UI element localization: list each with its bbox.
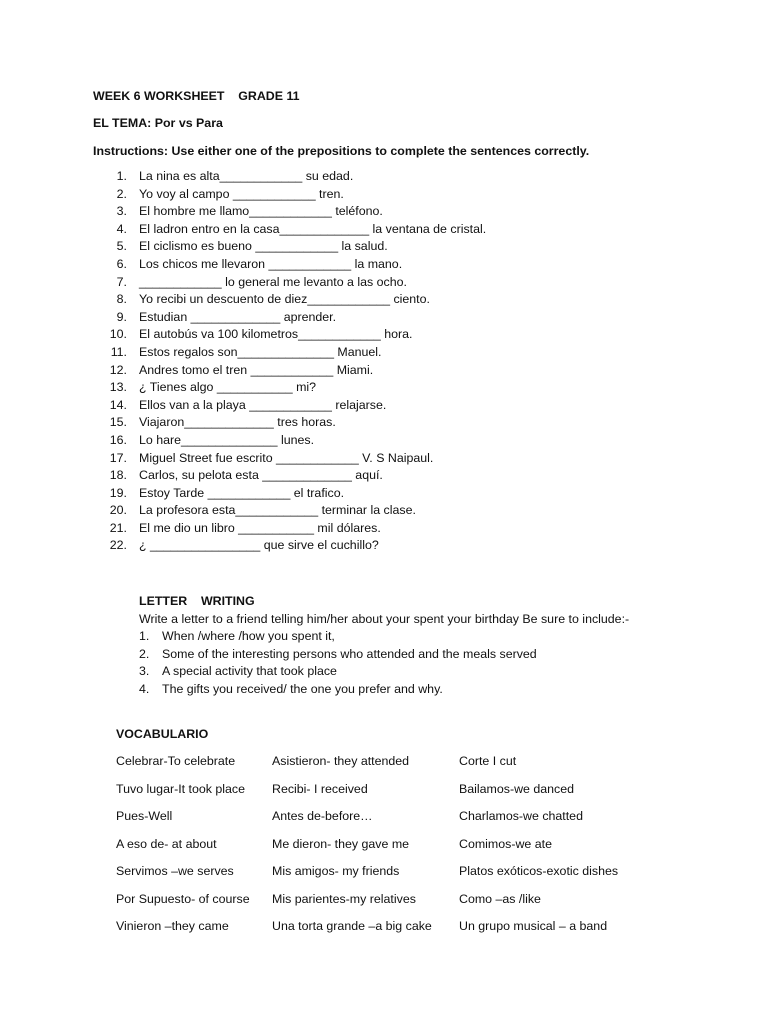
question-item bbox=[93, 291, 486, 309]
vocabulary-entry: Un grupo musical – a band bbox=[459, 919, 608, 933]
question-text: ¿ Tienes algo ___________ mi? bbox=[139, 380, 317, 395]
question-text: Los chicos me llevaron ____________ la mano. bbox=[139, 256, 403, 271]
question-item bbox=[93, 502, 486, 520]
question-item bbox=[93, 379, 486, 397]
letter-writing-number: 4. bbox=[139, 681, 150, 696]
vocabulary-row bbox=[0, 781, 768, 799]
question-item bbox=[93, 186, 486, 204]
question-item bbox=[93, 274, 486, 292]
vocabulary-row bbox=[0, 863, 768, 881]
question-number: 2. bbox=[116, 186, 127, 201]
vocabulary-entry: Me dieron- they gave me bbox=[272, 837, 410, 851]
letter-writing-text: When /where /how you spent it, bbox=[162, 629, 335, 643]
vocabulary-entry: Antes de-before… bbox=[272, 809, 373, 823]
vocabulary-entry: Platos exóticos-exotic dishes bbox=[459, 864, 619, 878]
letter-writing-title: LETTER WRITING bbox=[139, 594, 255, 608]
question-number: 14. bbox=[109, 397, 127, 412]
vocabulary-entry: Servimos –we serves bbox=[116, 864, 234, 878]
question-text: Estos regalos son______________ Manuel. bbox=[139, 344, 382, 359]
vocabulary-entry: Bailamos-we danced bbox=[459, 782, 575, 796]
question-text: El ciclismo es bueno ____________ la salud. bbox=[139, 239, 388, 254]
question-number: 16. bbox=[109, 432, 127, 447]
question-number: 7. bbox=[116, 274, 127, 289]
question-text: Yo voy al campo ____________ tren. bbox=[139, 186, 344, 201]
question-number: 20. bbox=[109, 503, 127, 518]
letter-writing-text: Some of the interesting persons who attended and the meals served bbox=[162, 646, 537, 661]
vocabulary-entry: Celebrar-To celebrate bbox=[116, 754, 236, 768]
letter-writing-number: 1. bbox=[139, 629, 150, 643]
letter-writing-number: 2. bbox=[139, 646, 150, 661]
question-text: La nina es alta____________ su edad. bbox=[139, 169, 354, 183]
vocabulary-entry: Una torta grande –a big cake bbox=[272, 919, 432, 933]
question-number: 11. bbox=[110, 344, 127, 359]
question-number: 17. bbox=[109, 450, 127, 465]
vocabulary-entry: A eso de- at about bbox=[116, 837, 217, 851]
question-number: 18. bbox=[109, 468, 127, 483]
question-text: Lo hare______________ lunes. bbox=[139, 432, 315, 447]
question-item bbox=[93, 256, 486, 274]
question-number: 6. bbox=[116, 256, 127, 271]
worksheet-topic: EL TEMA: Por vs Para bbox=[93, 116, 223, 130]
question-number: 10. bbox=[109, 327, 127, 342]
vocabulary-entry: Asistieron- they attended bbox=[272, 754, 410, 768]
vocabulary-title: VOCABULARIO bbox=[116, 727, 209, 741]
letter-writing-number: 3. bbox=[139, 664, 150, 679]
letter-writing-intro: Write a letter to a friend telling him/her about your spent your birthday Be sure to include:- bbox=[139, 612, 630, 626]
question-number: 4. bbox=[116, 221, 127, 236]
question-item bbox=[93, 450, 486, 468]
question-number: 5. bbox=[116, 239, 127, 254]
question-text: Estoy Tarde ____________ el trafico. bbox=[139, 485, 345, 500]
letter-writing-text: The gifts you received/ the one you prefer and why. bbox=[162, 681, 443, 696]
question-number: 13. bbox=[109, 380, 127, 395]
vocabulary-entry: Vinieron –they came bbox=[116, 919, 229, 933]
question-text: ¿ ________________ que sirve el cuchillo? bbox=[139, 538, 379, 553]
vocabulary-entry: Mis amigos- my friends bbox=[272, 864, 400, 878]
question-text: El hombre me llamo____________ teléfono. bbox=[139, 204, 383, 219]
vocabulary-entry: Corte I cut bbox=[459, 754, 517, 768]
vocabulary-row bbox=[0, 808, 768, 826]
worksheet-instructions: Instructions: Use either one of the prepositions to complete the sentences correctly. bbox=[93, 144, 590, 158]
vocabulary-row bbox=[0, 836, 768, 854]
question-text: El autobús va 100 kilometros____________ hora. bbox=[139, 327, 413, 342]
question-number: 8. bbox=[116, 292, 127, 307]
vocabulary-entry: Comimos-we ate bbox=[459, 837, 552, 851]
question-number: 15. bbox=[109, 415, 127, 430]
question-item bbox=[93, 238, 486, 256]
vocabulary-row bbox=[0, 918, 768, 936]
question-text: Viajaron_____________ tres horas. bbox=[139, 415, 336, 430]
question-text: El ladron entro en la casa_____________ la ventana de cristal. bbox=[139, 221, 487, 236]
question-text: El me dio un libro ___________ mil dólares. bbox=[139, 520, 381, 535]
vocabulary-row bbox=[0, 891, 768, 909]
question-number: 12. bbox=[109, 362, 127, 377]
question-number: 3. bbox=[116, 204, 127, 219]
question-text: Estudian _____________ aprender. bbox=[139, 309, 337, 324]
worksheet-title: WEEK 6 WORKSHEET GRADE 11 bbox=[93, 89, 300, 103]
vocabulary-entry: Charlamos-we chatted bbox=[459, 809, 583, 823]
question-text: Andres tomo el tren ____________ Miami. bbox=[139, 362, 374, 377]
question-number: 9. bbox=[116, 309, 127, 324]
letter-writing-item bbox=[139, 663, 537, 681]
question-text: Carlos, su pelota esta _____________ aquí. bbox=[139, 468, 383, 483]
vocabulary-entry: Recibi- I received bbox=[272, 782, 368, 796]
question-number: 1. bbox=[116, 169, 127, 183]
question-item bbox=[93, 397, 486, 415]
vocabulary-row bbox=[0, 753, 768, 771]
question-item bbox=[93, 168, 486, 186]
letter-writing-item bbox=[139, 646, 537, 664]
question-number: 22. bbox=[109, 538, 127, 553]
vocabulary-entry: Mis parientes-my relatives bbox=[272, 892, 416, 906]
question-number: 21. bbox=[109, 520, 127, 535]
question-item bbox=[93, 326, 486, 344]
letter-writing-text: A special activity that took place bbox=[162, 664, 337, 679]
question-text: La profesora esta____________ terminar la clase. bbox=[139, 503, 416, 518]
question-text: Yo recibi un descuento de diez____________ ciento. bbox=[139, 292, 430, 307]
question-item bbox=[93, 537, 486, 555]
vocabulary-entry: Pues-Well bbox=[116, 809, 173, 823]
letter-writing-item bbox=[139, 681, 537, 699]
question-text: ____________ lo general me levanto a las ocho. bbox=[139, 274, 407, 289]
question-item bbox=[93, 520, 486, 538]
letter-writing-list bbox=[139, 628, 537, 698]
question-item bbox=[93, 203, 486, 221]
question-item bbox=[93, 344, 486, 362]
question-text: Ellos van a la playa ____________ relajarse. bbox=[139, 397, 387, 412]
question-number: 19. bbox=[109, 485, 127, 500]
letter-writing-item bbox=[139, 628, 537, 646]
question-text: Miguel Street fue escrito ____________ V. S Naipaul. bbox=[139, 450, 434, 465]
question-item bbox=[93, 414, 486, 432]
question-item bbox=[93, 309, 486, 327]
question-item bbox=[93, 485, 486, 503]
question-item bbox=[93, 221, 486, 239]
question-item bbox=[93, 467, 486, 485]
question-item bbox=[93, 432, 486, 450]
question-list bbox=[93, 168, 486, 555]
vocabulary-entry: Como –as /like bbox=[459, 892, 541, 906]
vocabulary-entry: Por Supuesto- of course bbox=[116, 892, 250, 906]
question-item bbox=[93, 362, 486, 380]
vocabulary-entry: Tuvo lugar-It took place bbox=[116, 782, 246, 796]
